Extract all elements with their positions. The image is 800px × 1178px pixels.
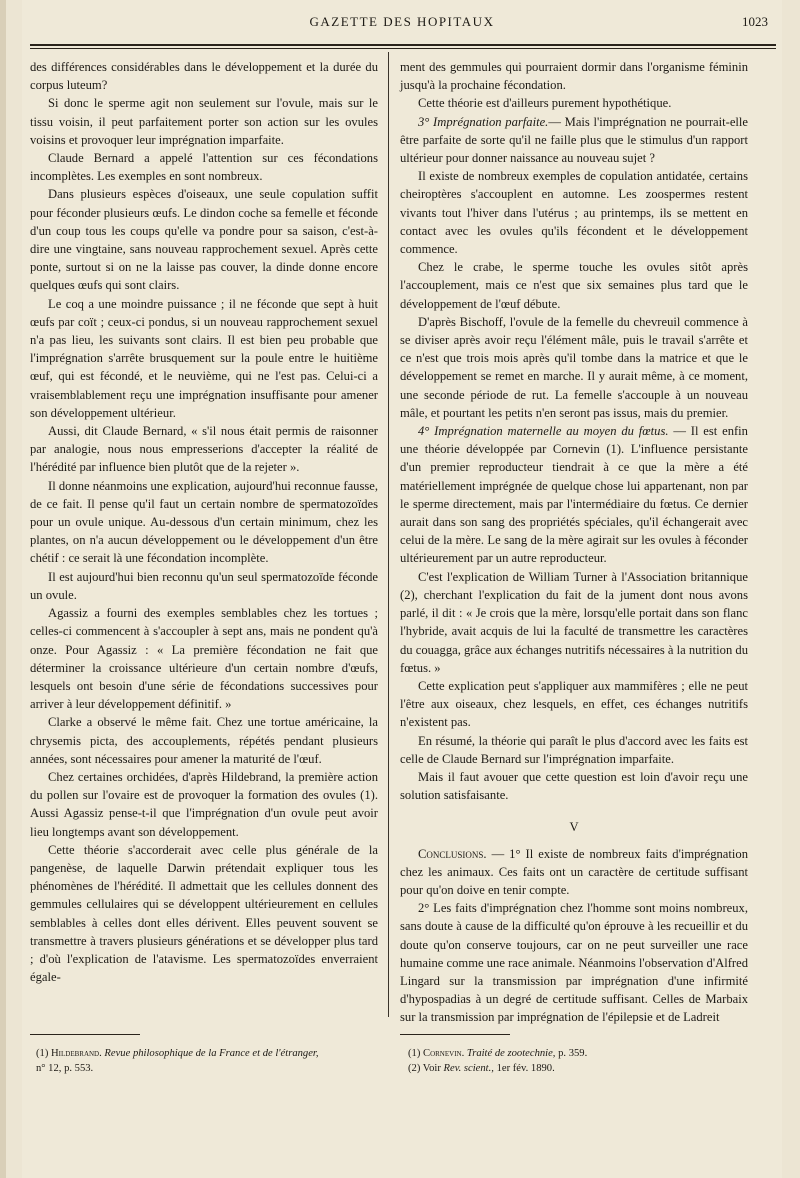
footnote-rule-left <box>30 1034 140 1035</box>
page-number: 1023 <box>742 14 768 29</box>
footnote-rule-right <box>400 1034 510 1035</box>
footnotes-right <box>408 1046 748 1076</box>
paragraph: Il est aujourd'hui bien reconnu qu'un seul spermatozoïde féconde un ovule. <box>30 569 378 602</box>
footnote-number: (1) <box>36 1048 49 1059</box>
paragraph: Aussi, dit Claude Bernard, « s'il nous était permis de raisonner par analogie, nous nous empresserions d'accepter la réalité de l'hérédité par influence bien plutôt que de la rejeter ». <box>30 424 378 475</box>
footnote-ref: p. 359. <box>558 1048 588 1059</box>
footnote-ref: n° 12, p. 553. <box>36 1063 94 1074</box>
footnote-number: (1) <box>408 1048 421 1059</box>
running-header <box>22 14 782 36</box>
footnote <box>408 1061 748 1076</box>
footnote-title: Traité de zootechnie, <box>466 1048 556 1059</box>
paragraph: En résumé, la théorie qui paraît le plus d'accord avec les faits est celle de Claude Bernard sur l'imprégnation imparfaite. <box>400 733 748 766</box>
paragraph: Clarke a observé le même fait. Chez une tortue américaine, la chrysemis picta, des accouplements, répétés pendant plusieurs années, sont nécessaires pour amener la maturité de l'œuf. <box>30 715 378 766</box>
footnote-author: Cornevin. <box>423 1048 465 1059</box>
header-rule-thin <box>30 48 776 49</box>
journal-title: GAZETTE DES HOPITAUX <box>309 14 495 29</box>
paragraph: ment des gemmules qui pourraient dormir dans l'organisme féminin jusqu'à la prochaine fécondation. <box>400 60 748 93</box>
paragraph: Chez le crabe, le sperme touche les ovules sitôt après l'accouplement, mais ce n'est que six semaines plus tard que le développement de l'œuf débute. <box>400 260 748 311</box>
paragraph: Le coq a une moindre puissance ; il ne féconde que sept à huit œufs par coït ; ceux-ci pondus, si un nouveau rapprochement sexuel n'a pas lieu, les suivants sont clairs. Il est bien peu probable que l'imprégnation s'arrête brusquement sur la poule entre le huitième œuf, qui est fécondé, et le neuvième, qui ne l'est pas. Celui-ci a vraisemblablement reçu une imprégnation insuffisante pour amener son développement ultérieur. <box>30 296 378 420</box>
paragraph <box>400 845 748 900</box>
footnotes-left <box>36 1046 376 1076</box>
paragraph: Agassiz a fourni des exemples semblables chez les tortues ; celles-ci commencent à s'accoupler à sept ans, mais ne pondent qu'à onze. Pour Agassiz : « La première fécondation ne fait que déterminer la croissance ultérieure d'un certain nombre d'œufs, lesquels ont besoin d'une série de fécondations successives pour arriver à leur développement définitif. » <box>30 606 378 712</box>
footnote-author: Hildebrand. <box>51 1048 102 1059</box>
paragraph: D'après Bischoff, l'ovule de la femelle du chevreuil commence à se diviser après avoir reçu l'élément mâle, puis le travail s'arrête et ce n'est que trois mois après qu'il tombe dans la matrice et que le développement se remet en marche. Il y aurait même, à ce moment, une seconde période de rut. La femelle s'accouple à un nouveau mâle, et pourtant les petits n'en seront pas issus, mais du premier. <box>400 314 748 420</box>
footnote-text: (2) Voir <box>408 1063 441 1074</box>
footnote-title: Revue philosophique de la France et de l'étranger, <box>104 1048 319 1059</box>
footnote <box>408 1046 748 1061</box>
paragraph: Chez certaines orchidées, d'après Hildebrand, la première action du pollen sur l'ovaire est de provoquer la formation des ovules (1). Aussi Agassiz pense-t-il que l'imprégnation d'un ovule peut avoir lieu longtemps avant son développement. <box>30 769 378 839</box>
paragraph: Dans plusieurs espèces d'oiseaux, une seule copulation suffit pour féconder plusieurs œufs. Le dindon coche sa femelle et féconde d'un coup tous les coups qu'elle va pondre pour sa saison, c'est-à-dire une vingtaine, sans nouveau rapprochement sexuel. Après cette ponte, surtout si on ne la laisse pas couver, la dinde donne encore quelques œufs qui sont clairs. <box>30 187 378 293</box>
footnote-title: Rev. scient., <box>443 1063 494 1074</box>
header-rule <box>30 44 776 46</box>
section-lead: 3° Imprégnation parfaite. <box>418 114 549 129</box>
paragraph: C'est l'explication de William Turner à l'Association britannique (2), cherchant l'explication du fait de la jument dont nous avons parlé, il dit : « Je crois que la mère, lorsqu'elle portait dans son flanc l'hybride, avait acquis de lui la faculté de transmettre les caractères du couagga, grâce aux échanges nutritifs nécessaires à la nutrition du fœtus. » <box>400 569 748 675</box>
paragraph-text: — 1° Il existe de nombreux faits d'imprégnation chez les animaux. Ces faits ont un caractère de certitude suffisant pour qu'on doive en tenir compte. <box>400 846 748 897</box>
conclusions-lead: Conclusions. <box>418 846 487 861</box>
paragraph: Claude Bernard a appelé l'attention sur ces fécondations incomplètes. Les exemples en sont nombreux. <box>30 151 378 184</box>
paragraph-text: — Il est enfin une théorie développée par Cornevin (1). L'influence persistante d'un premier reproducteur tiendrait à ce que la mère a été matériellement imprégnée de quelque chose lui appartenant, non par le sperme directement, mais par l'intermédiaire du fœtus. Ce dernier aurait dans son sang des propriétés spéciales, qu'il échangerait avec celui de la mère. Le sang de la mère agirait sur les ovules à féconder ultérieurement par un autre reproducteur. <box>400 424 748 566</box>
paragraph: Si donc le sperme agit non seulement sur l'ovule, mais sur le tissu voisin, il peut parfaitement porter son action sur les ovules voisins et provoquer leur imprégnation imparfaite. <box>30 96 378 147</box>
binding-edge <box>0 0 6 1178</box>
paragraph: Il existe de nombreux exemples de copulation antidatée, certains cheiroptères s'accouplent en automne. Les zoospermes restent vivants tout l'hiver dans l'utérus ; au printemps, ils se mettent en contact avec les ovules qu'ils fécondent et le développement commence. <box>400 169 748 257</box>
paragraph: Cette théorie s'accorderait avec celle plus générale de la pangenèse, de laquelle Darwin prétendait expliquer tous les phénomènes de l'hérédité. Il admettait que les cellules donnent des gemmules cellulaires qui se développent ultérieurement en cellules semblables à celles dont elles dérivent. Elles peuvent souvent se transmettre à travers plusieurs générations et se développer plus tard ; d'où l'explication de l'atavisme. Les spermatozoïdes enverraient égale- <box>30 842 378 985</box>
paragraph-text: — Mais l'imprégnation ne pourrait-elle être parfaite de sorte qu'il ne faille plus que le stimulus d'un rapport ultérieur pour donner naissance au nouveau sujet ? <box>400 114 749 166</box>
right-column <box>400 58 748 1027</box>
left-column <box>30 58 378 986</box>
paragraph: Cette explication peut s'appliquer aux mammifères ; elle ne peut l'être aux oiseaux, chez lesquels, en effet, ces échanges nutritifs n'existent pas. <box>400 678 748 730</box>
paragraph <box>400 422 748 568</box>
paragraph: Mais il faut avouer que cette question est loin d'avoir reçu une solution satisfaisante. <box>400 769 748 803</box>
paragraph: Il donne néanmoins une explication, aujourd'hui reconnue fausse, de ce fait. Il pense qu'il faut un certain nombre de spermatozoïdes pour un ovule unique. Au-dessous d'un certain minimum, chez les plantes, on n'a aucun développement ou le développement d'un être chétif : ce serait là une fécondation incomplète. <box>30 478 378 566</box>
column-divider <box>388 52 389 1017</box>
paragraph: des différences considérables dans le développement et la durée du corpus luteum? <box>30 60 378 93</box>
section-lead: 4° Imprégnation maternelle au moyen du fœtus. <box>418 424 669 439</box>
footnote-ref: 1er fév. 1890. <box>496 1063 555 1074</box>
footnote <box>36 1046 376 1061</box>
paragraph: Cette théorie est d'ailleurs purement hypothétique. <box>418 96 672 111</box>
paragraph <box>400 113 748 168</box>
paragraph: 2° Les faits d'imprégnation chez l'homme sont moins nombreux, sans doute à cause de la difficulté qu'on éprouve à les recueillir et du doute qu'on conserve toujours, car on ne peut surveiller une race humaine comme une race animale. Néanmoins l'observation d'Alfred Lingard sur la transmission par imprégnation d'une infirmité d'hypospadias à un degré de certitude suffisant. Celles de Marbaix sur la transmission par imprégnation de l'épilepsie et de Ladreit <box>400 901 748 1025</box>
section-numeral: V <box>569 820 579 835</box>
newspaper-page <box>22 0 782 1178</box>
